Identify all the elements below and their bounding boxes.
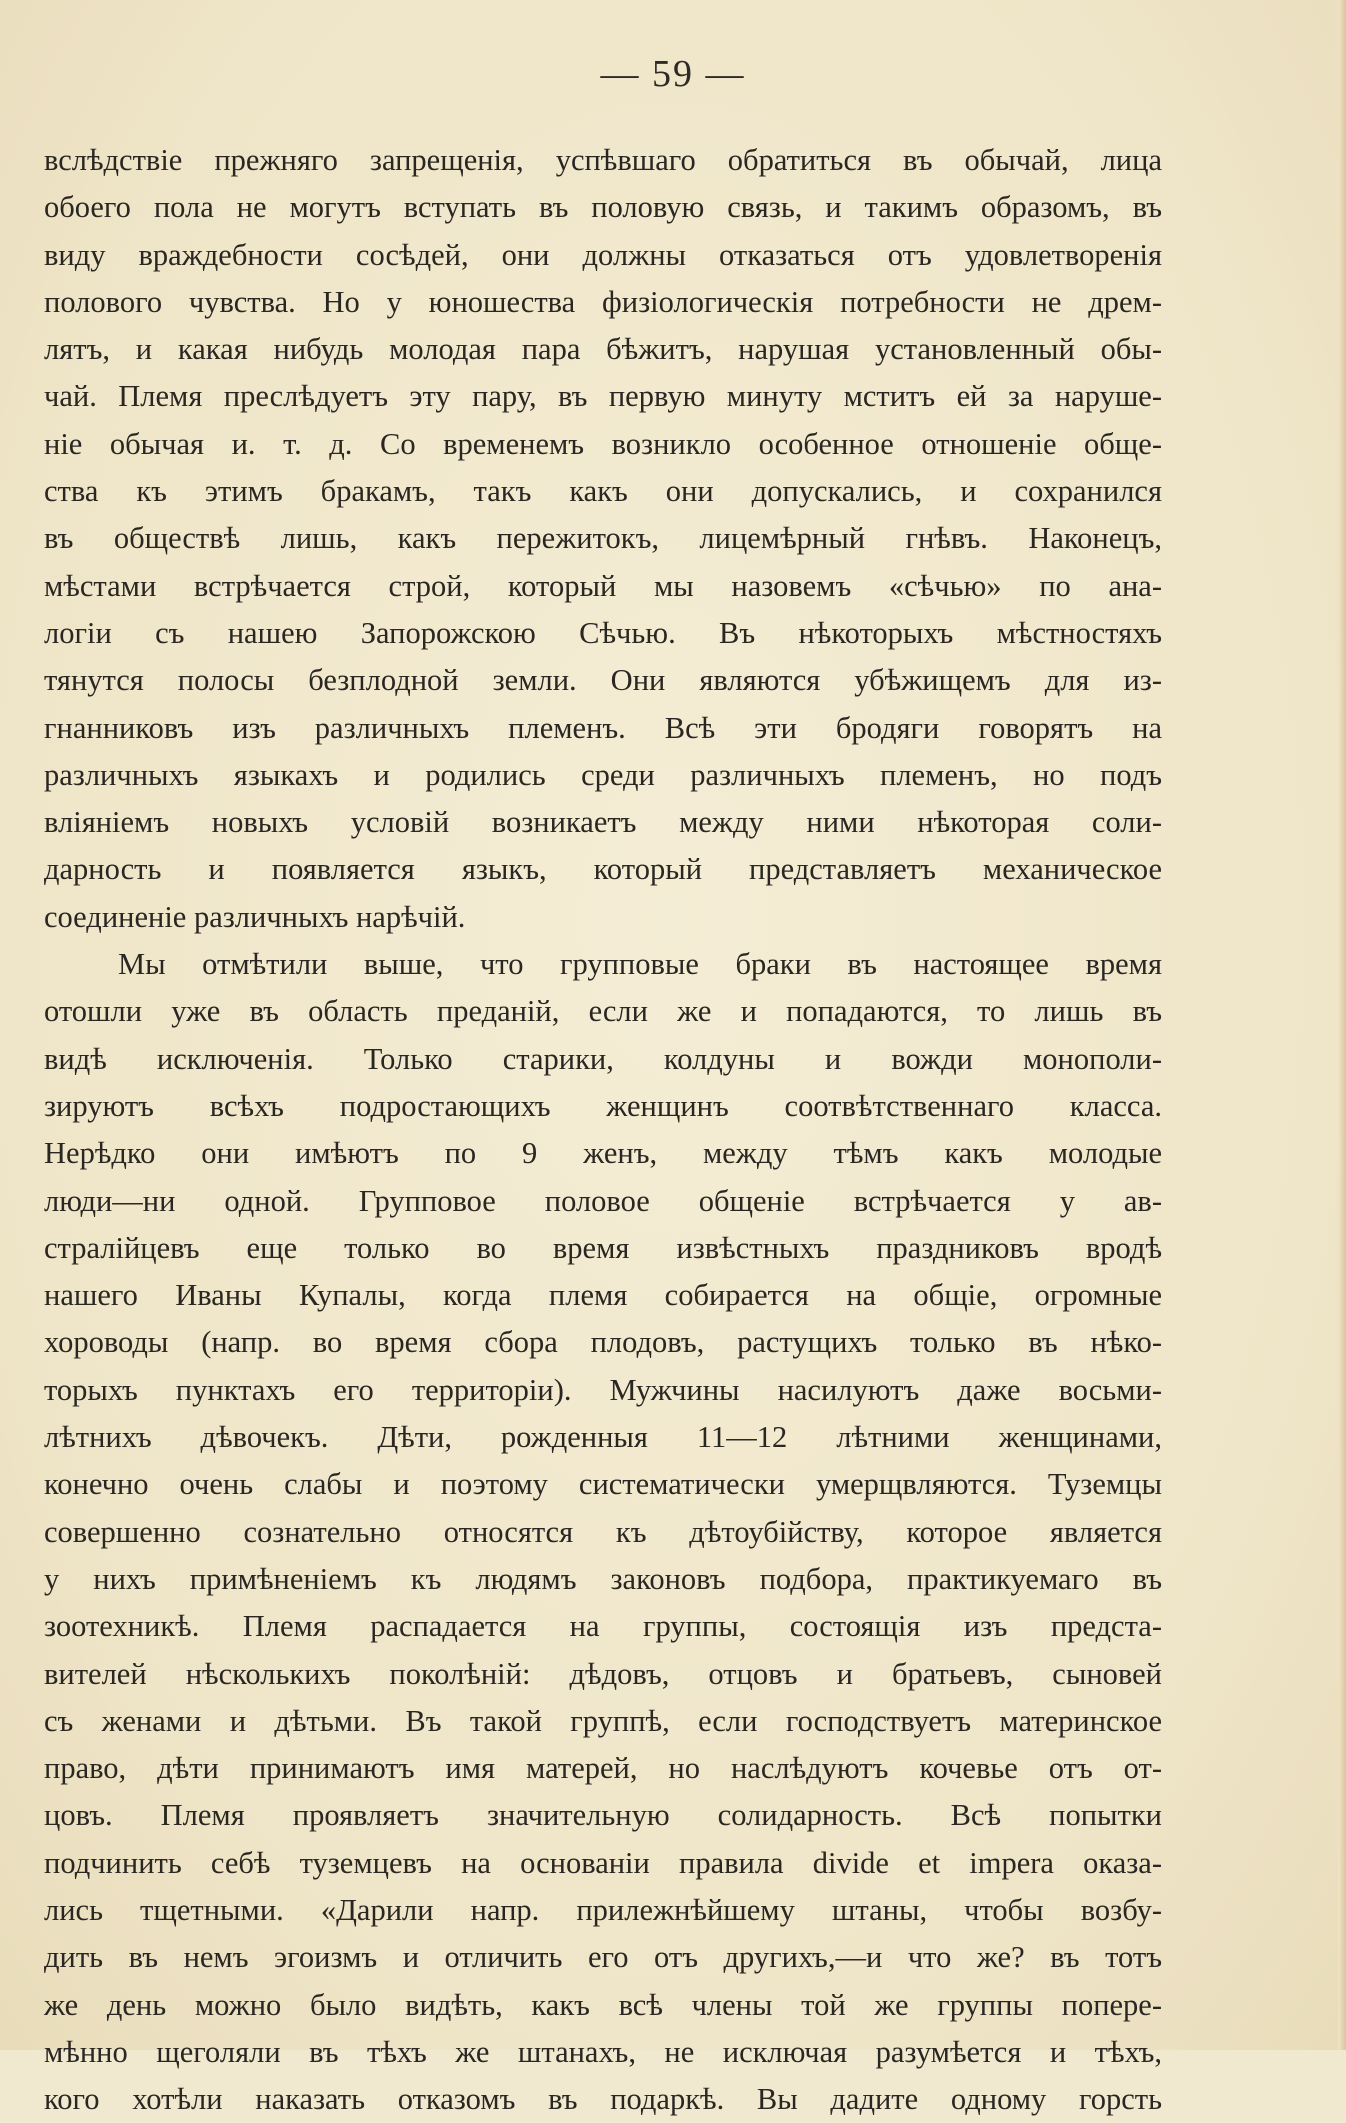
text-line: зоотехникѣ. Племя распадается на группы, состоящія изъ предста- xyxy=(44,1609,1162,1644)
text-line: видѣ исключенія. Только старики, колдуны и вожди монополи- xyxy=(44,1041,1162,1076)
text-line: въ обществѣ лишь, какъ пережитокъ, лицемѣрный гнѣвъ. Наконецъ, xyxy=(44,521,1162,556)
text-line: логіи съ нашею Запорожскою Сѣчью. Въ нѣкоторыхъ мѣстностяхъ xyxy=(44,615,1162,650)
text-line: ства къ этимъ бракамъ, такъ какъ они допускались, и сохранился xyxy=(44,474,1162,509)
text-line: Нерѣдко они имѣютъ по 9 женъ, между тѣмъ какъ молодые xyxy=(44,1136,1162,1171)
text-line: цовъ. Племя проявляетъ значительную солидарность. Всѣ попытки xyxy=(44,1798,1162,1833)
text-line: же день можно было видѣть, какъ всѣ члены той же группы попере- xyxy=(44,1987,1162,2022)
text-line: мѣстами встрѣчается строй, который мы назовемъ «сѣчью» по ана- xyxy=(44,568,1162,603)
text-line: ніе обычая и. т. д. Со временемъ возникло особенное отношеніе обще- xyxy=(44,426,1162,461)
text-line: дить въ немъ эгоизмъ и отличить его отъ другихъ,—и что же? въ тотъ xyxy=(44,1940,1162,1975)
text-line: полового чувства. Но у юношества физіологическія потребности не дрем- xyxy=(44,284,1162,319)
paragraph-start: Мы отмѣтили выше, что групповые браки въ настоящее время xyxy=(118,947,1162,982)
text-line: вліяніемъ новыхъ условій возникаетъ между ними нѣкоторая соли- xyxy=(44,805,1162,840)
text-line: различныхъ языкахъ и родились среди различныхъ племенъ, но подъ xyxy=(44,757,1162,792)
text-line: съ женами и дѣтьми. Въ такой группѣ, если господствуетъ материнское xyxy=(44,1703,1162,1738)
text-line: лись тщетными. «Дарили напр. прилежнѣйшему штаны, чтобы возбу- xyxy=(44,1892,1162,1927)
text-line: тянутся полосы безплодной земли. Они являются убѣжищемъ для из- xyxy=(44,663,1162,698)
text-line: люди—ни одной. Групповое половое общеніе встрѣчается у ав- xyxy=(44,1183,1162,1218)
text-line: мѣнно щеголяли въ тѣхъ же штанахъ, не исключая разумѣется и тѣхъ, xyxy=(44,2034,1162,2069)
text-line: обоего пола не могутъ вступать въ половую связь, и такимъ образомъ, въ xyxy=(44,190,1162,225)
text-line: конечно очень слабы и поэтому систематически умерщвляются. Туземцы xyxy=(44,1467,1162,1502)
text-line: кого хотѣли наказать отказомъ въ подаркѣ. Вы дадите одному горсть xyxy=(44,2082,1162,2117)
text-line: нашего Иваны Купалы, когда племя собирается на общіе, огромные xyxy=(44,1278,1162,1313)
text-line: лѣтнихъ дѣвочекъ. Дѣти, рожденныя 11—12 лѣтними женщинами, xyxy=(44,1420,1162,1455)
text-line: торыхъ пунктахъ его территоріи). Мужчины насилуютъ даже восьми- xyxy=(44,1372,1162,1407)
text-line: хороводы (напр. во время сбора плодовъ, растущихъ только въ нѣко- xyxy=(44,1325,1162,1360)
text-line: подчинить себѣ туземцевъ на основаніи правила divide et impera оказа- xyxy=(44,1845,1162,1880)
text-line: гнанниковъ изъ различныхъ племенъ. Всѣ эти бродяги говорятъ на xyxy=(44,710,1162,745)
body-text xyxy=(44,137,1162,2123)
text-line: виду враждебности сосѣдей, они должны отказаться отъ удовлетворенія xyxy=(44,237,1162,272)
text-line: соединеніе различныхъ нарѣчій. xyxy=(44,899,466,934)
text-line: стралійцевъ еще только во время извѣстныхъ праздниковъ вродѣ xyxy=(44,1230,1162,1265)
text-line: право, дѣти принимаютъ имя матерей, но наслѣдуютъ кочевье отъ от- xyxy=(44,1751,1162,1786)
text-line: дарность и появляется языкъ, который представляетъ механическое xyxy=(44,852,1162,887)
page-edge xyxy=(1338,0,1346,2050)
text-line: совершенно сознательно относятся къ дѣтоубійству, которое является xyxy=(44,1514,1162,1549)
text-line: у нихъ примѣненіемъ къ людямъ законовъ подбора, практикуемаго въ xyxy=(44,1561,1162,1596)
text-line: вителей нѣсколькихъ поколѣній: дѣдовъ, отцовъ и братьевъ, сыновей xyxy=(44,1656,1162,1691)
text-line: вслѣдствіе прежняго запрещенія, успѣвшаго обратиться въ обычай, лица xyxy=(44,143,1162,177)
text-line: чай. Племя преслѣдуетъ эту пару, въ первую минуту мститъ ей за наруше- xyxy=(44,379,1162,414)
text-line: лятъ, и какая нибудь молодая пара бѣжитъ, нарушая установленный обы- xyxy=(44,332,1162,367)
text-line: отошли уже въ область преданій, если же и попадаются, то лишь въ xyxy=(44,994,1162,1029)
text-line: зируютъ всѣхъ подростающихъ женщинъ соотвѣтственнаго класса. xyxy=(44,1088,1162,1123)
page-number: — 59 — xyxy=(600,53,746,95)
